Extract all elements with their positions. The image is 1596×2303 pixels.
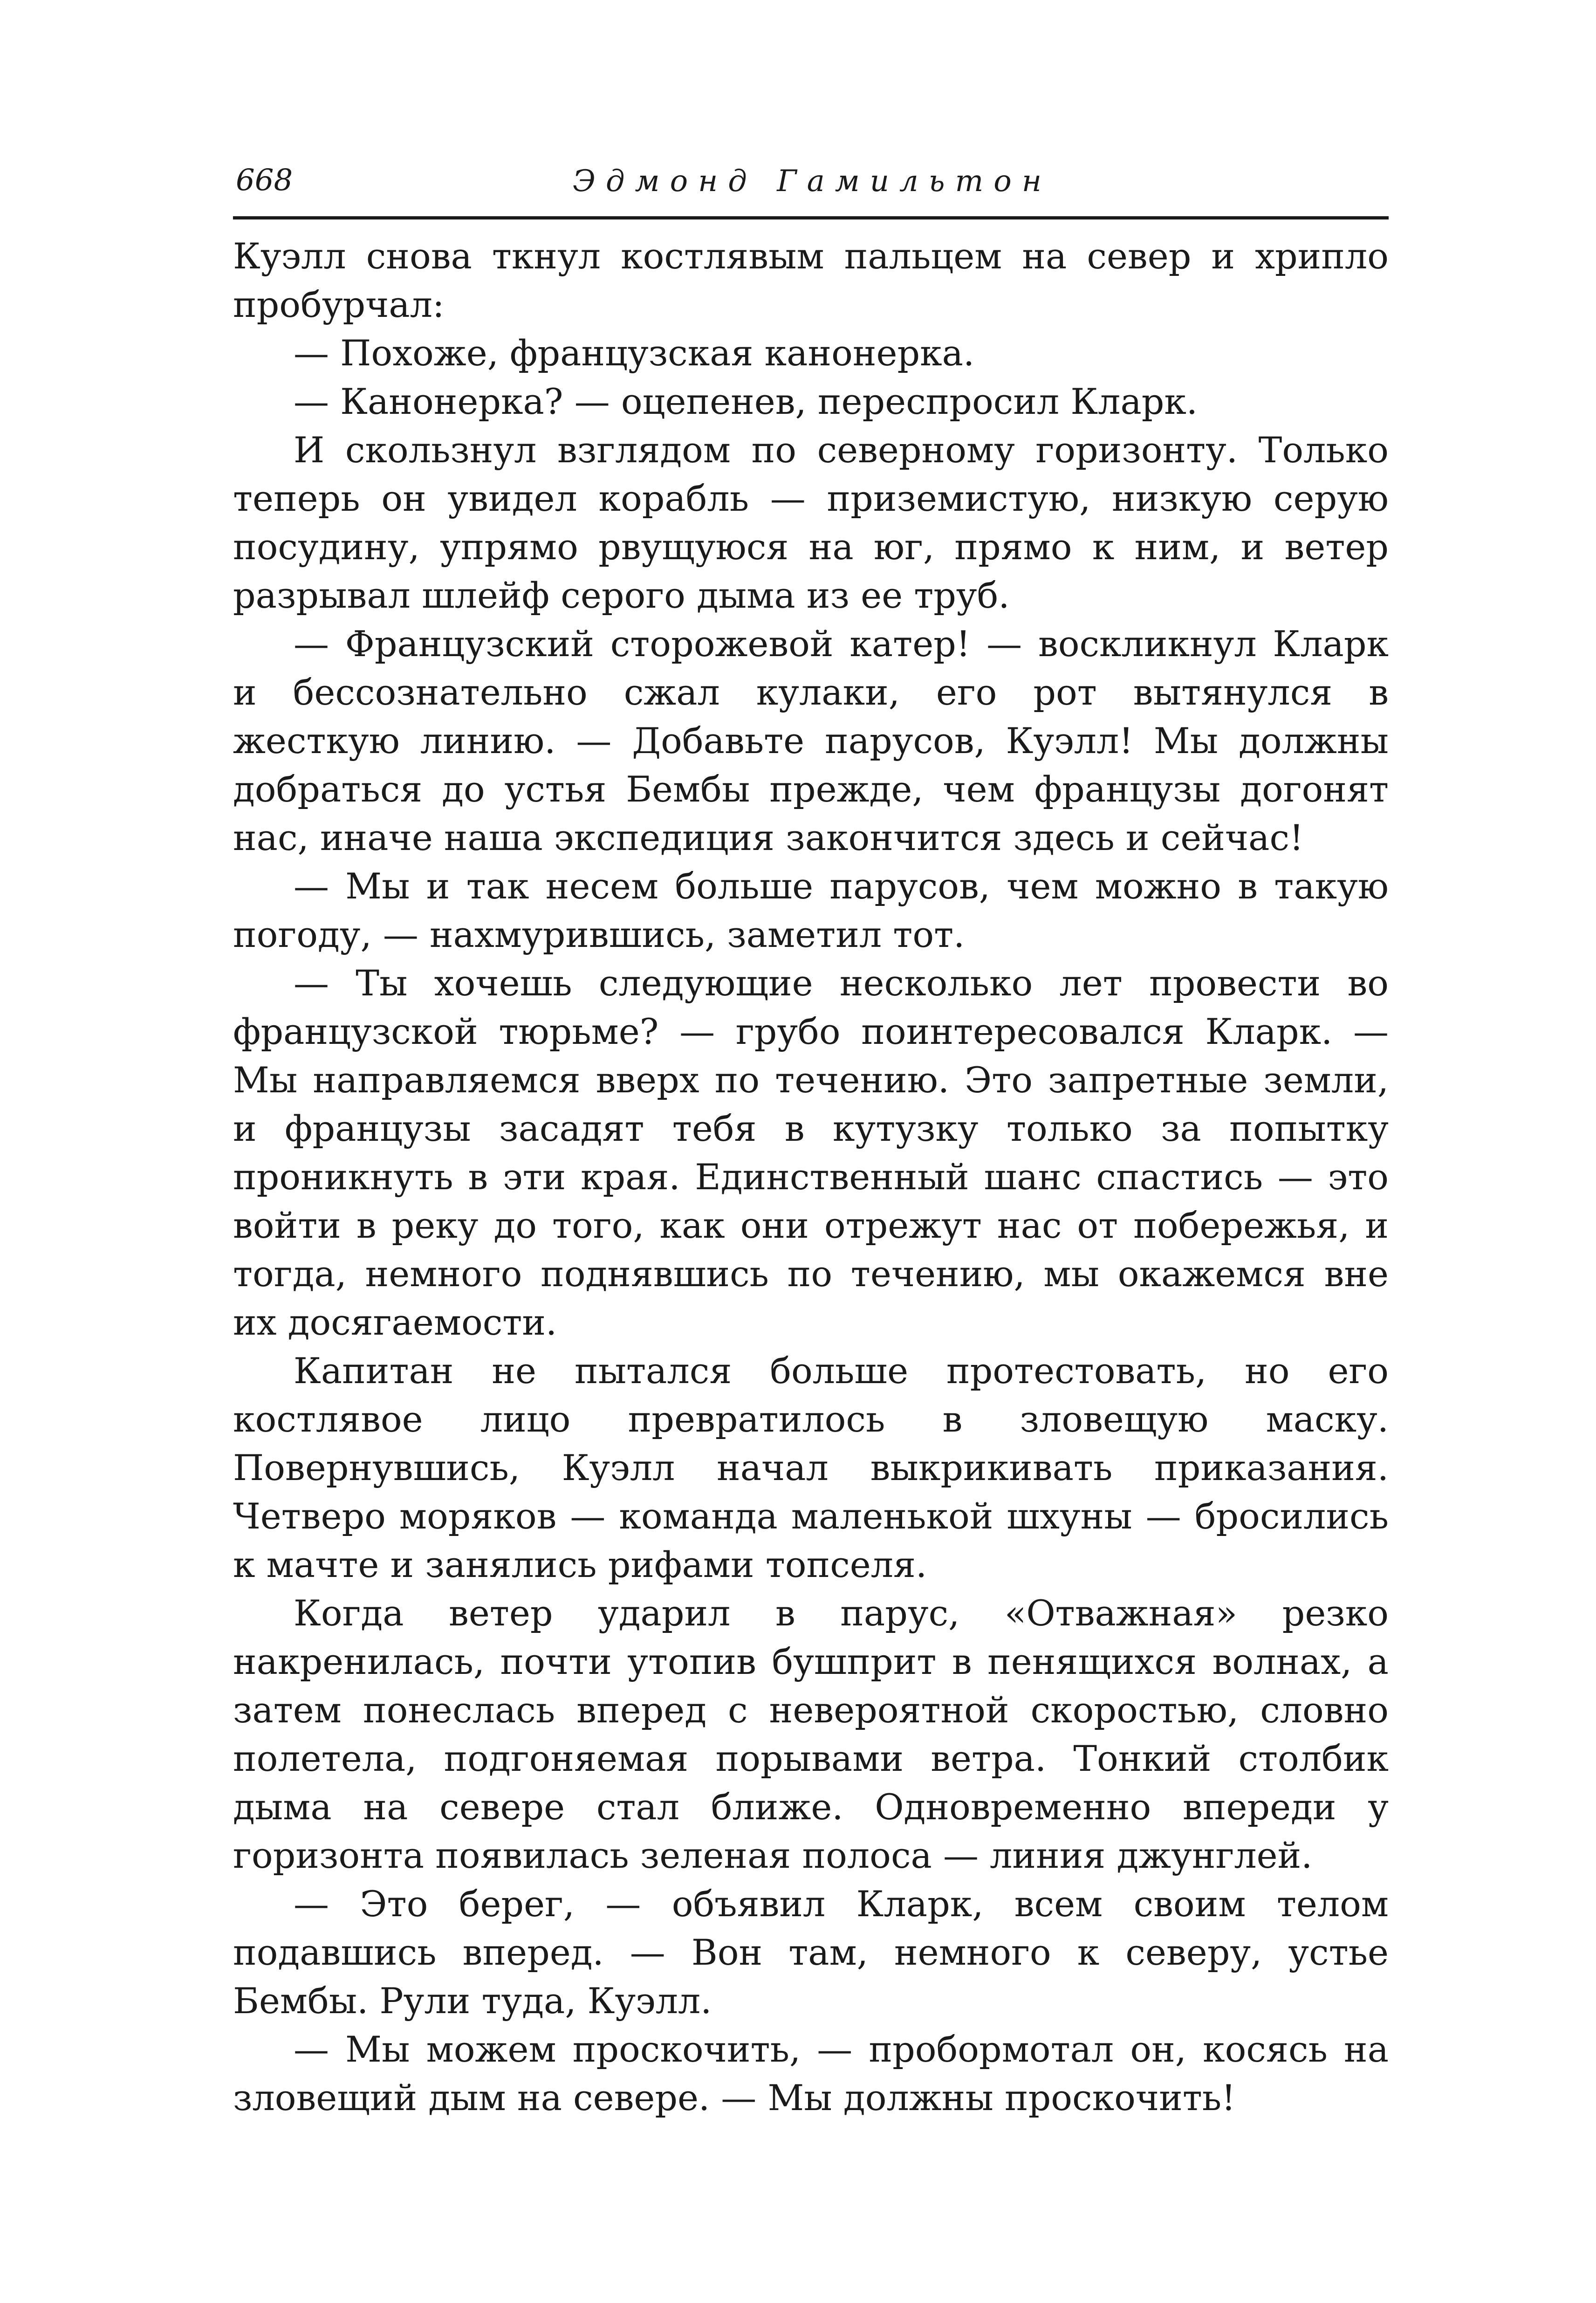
- body-text: [233, 232, 1389, 2122]
- paragraph: Капитан не пытался больше протестовать, но его костлявое лицо превратилось в зловещую маску. Повернувшись, Куэлл начал выкрикивать приказания. Четверо моряков — команда маленькой шхуны — бросились к мачте и занялись рифами топселя.: [233, 1350, 1389, 1585]
- page-number: 668: [236, 163, 293, 198]
- paragraph: Куэлл снова ткнул костлявым пальцем на север и хрипло пробурчал:: [233, 235, 1389, 325]
- paragraph: — Похоже, французская канонерка.: [294, 332, 975, 374]
- paragraph: — Мы и так несем больше парусов, чем можно в такую погоду, — нахмурившись, заметил тот.: [233, 865, 1389, 955]
- paragraph: — Это берег, — объявил Кларк, всем своим телом подавшись вперед. — Вон там, немного к северу, устье Бембы. Рули туда, Куэлл.: [233, 1883, 1389, 2022]
- paragraph: И скользнул взглядом по северному горизонту. Только теперь он увидел корабль — приземистую, низкую серую посудину, упрямо рвущуюся на юг, прямо к ним, и ветер разрывал шлейф серого дыма из ее труб.: [233, 429, 1389, 616]
- paragraph: Когда ветер ударил в парус, «Отважная» резко накренилась, почти утопив бушприт в пенящихся волнах, а затем понеслась вперед с невероятной скоростью, словно полетела, подгоняемая порывами ветра. Тонкий столбик дыма на севере стал ближе. Одновременно впереди у горизонта появилась зеленая полоса — линия джунглей.: [233, 1592, 1389, 1876]
- paragraph: — Канонерка? — оцепенев, переспросил Кларк.: [294, 381, 1198, 422]
- running-head: [236, 161, 1389, 212]
- paragraph: — Ты хочешь следующие несколько лет провести во французской тюрьме? — грубо поинтересовался Кларк. — Мы направляемся вверх по течению. Это запретные земли, и французы засадят тебя в кутузку только за попытку проникнуть в эти края. Единственный шанс спастись — это войти в реку до того, как они отрежут нас от побережья, и тогда, немного поднявшись по течению, мы окажемся вне их досягаемости.: [233, 962, 1389, 1343]
- paragraph: — Французский сторожевой катер! — воскликнул Кларк и бессознательно сжал кулаки, его рот вытянулся в жесткую линию. — Добавьте парусов, Куэлл! Мы должны добраться до устья Бембы прежде, чем французы догонят нас, иначе наша экспедиция закончится здесь и сейчас!: [233, 623, 1389, 858]
- header-rule: [233, 216, 1389, 219]
- running-head-author: Эдмонд Гамильтон: [573, 164, 1052, 199]
- paragraph: — Мы можем проскочить, — пробормотал он, косясь на зловещий дым на севере. — Мы должны проскочить!: [233, 2029, 1389, 2118]
